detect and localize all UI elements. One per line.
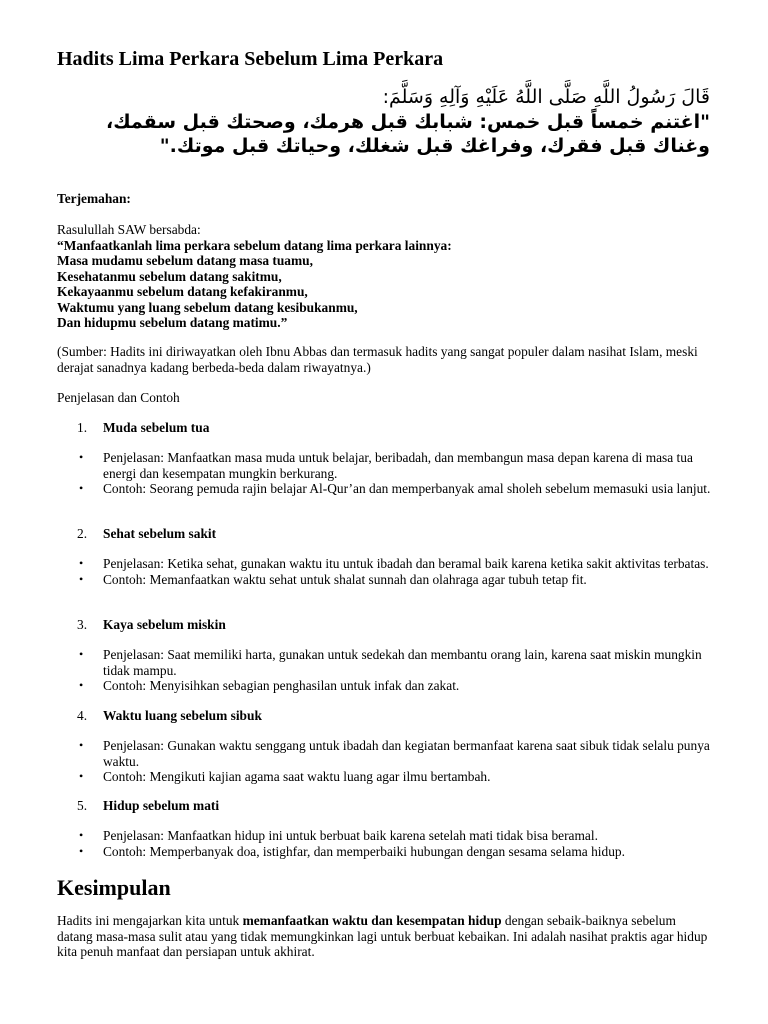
item-1-bullets [79,450,715,497]
item-number: 3. [77,617,88,632]
list-item [79,843,715,860]
conclusion-text-end: dengan sebaik-baiknya sebelum datang masa-masa sulit atau yang tidak memungkinkan lagi untuk berbuat kebaikan. Ini adalah nasihat praktis agar hidup kita penuh manfaat dan persiapan untuk akhirat. [57,913,708,959]
list-item [79,738,715,769]
document-title: Hadits Lima Perkara Sebelum Lima Perkara [57,48,444,70]
list-item [79,481,715,497]
bullet-icon: • [79,450,84,464]
item-number: 1. [77,420,88,435]
source-note: (Sumber: Hadits ini diriwayatkan oleh Ibnu Abbas dan termasuk hadits yang sangat populer dalam nasihat Islam, meski derajat sanadnya kadang berbeda-beda dalam riwayatnya.) [57,344,698,375]
item-number: 2. [77,526,88,541]
bullet-icon: • [79,843,84,858]
item-title: Kaya sebelum miskin [103,617,226,632]
list-item [79,556,715,572]
conclusion-paragraph [57,913,712,960]
list-item [79,678,715,694]
item-4-bullets [79,738,715,785]
item-2-bullets [79,556,715,587]
bullet-text: Penjelasan: Gunakan waktu senggang untuk ibadah dan kegiatan bermanfaat karena saat sibuk tidak selalu punya waktu. [103,738,710,769]
item-title: Waktu luang sebelum sibuk [103,708,262,723]
translation-line: Kekayaanmu sebelum datang kefakiranmu, [57,284,308,299]
bullet-text: Contoh: Memperbanyak doa, istighfar, dan memperbaiki hubungan dengan sesama selama hidup. [103,843,625,859]
bullet-text: Penjelasan: Manfaatkan hidup ini untuk berbuat baik karena setelah mati tidak bisa beramal. [103,828,598,843]
item-5-bullets [79,828,715,859]
arabic-intro: قَالَ رَسُولُ اللَّهِ صَلَّى اللَّهُ عَلَيْهِ وَآلِهِ وَسَلَّمَ: [382,86,710,108]
item-number: 5. [77,798,88,813]
translation-line: Masa mudamu sebelum datang masa tuamu, [57,253,313,268]
arabic-block [96,84,710,158]
conclusion-text-start: Hadits ini mengajarkan kita untuk [57,913,243,928]
bullet-text: Contoh: Mengikuti kajian agama saat waktu luang agar ilmu bertambah. [103,769,491,784]
item-3-bullets [79,647,715,694]
translation-block [57,222,717,331]
list-item [79,769,715,785]
numbered-item-5 [77,798,219,814]
bullet-text: Contoh: Seorang pemuda rajin belajar Al-Qur’an dan memperbanyak amal sholeh sebelum memasuki usia lanjut. [103,481,711,496]
bullet-icon: • [79,769,84,783]
numbered-item-3 [77,617,226,633]
bullet-icon: • [79,828,84,842]
translation-line: Waktumu yang luang sebelum datang kesibukanmu, [57,299,358,315]
translation-heading: Terjemahan: [57,191,131,206]
bullet-text: Penjelasan: Ketika sehat, gunakan waktu itu untuk ibadah dan beramal baik karena ketika sakit aktivitas terbatas. [103,556,709,571]
translation-line: Kesehatanmu sebelum datang sakitmu, [57,268,282,284]
list-item [79,571,715,588]
conclusion-text-emphasis: memanfaatkan waktu dan kesempatan hidup [242,913,502,928]
conclusion-heading: Kesimpulan [57,875,171,900]
translation-line: “Manfaatkanlah lima perkara sebelum datang lima perkara lainnya: [57,237,452,253]
list-item [79,647,715,678]
numbered-item-2 [77,526,216,542]
bullet-icon: • [79,647,84,661]
arabic-hadith: "اغتنم خمساً قبل خمس: شبابك قبل هرمك، وصحتك قبل سقمك، وغناك قبل فقرك، وفراغك قبل شغلك، وحياتك قبل موتك." [106,111,710,157]
bullet-icon: • [79,481,84,495]
list-item [79,828,715,844]
bullet-text: Contoh: Memanfaatkan waktu sehat untuk shalat sunnah dan olahraga agar tubuh tetap fit. [103,571,587,587]
bullet-icon: • [79,571,84,586]
list-item [79,450,715,481]
bullet-text: Penjelasan: Manfaatkan masa muda untuk belajar, beribadah, dan membangun masa depan karena di masa tua energi dan kesempatan mungkin berkurang. [103,450,693,481]
numbered-item-4 [77,708,262,724]
bullet-text: Penjelasan: Saat memiliki harta, gunakan untuk sedekah dan membantu orang lain, karena saat miskin mungkin tidak mampu. [103,647,702,678]
numbered-item-1 [77,420,209,436]
translation-intro: Rasulullah SAW bersabda: [57,222,201,237]
item-number: 4. [77,708,88,723]
bullet-icon: • [79,738,84,752]
bullet-icon: • [79,556,84,570]
item-title: Muda sebelum tua [103,420,210,435]
translation-line: Dan hidupmu sebelum datang matimu.” [57,315,288,330]
item-title: Sehat sebelum sakit [103,526,217,541]
item-title: Hidup sebelum mati [103,798,220,813]
bullet-icon: • [79,678,84,692]
bullet-text: Contoh: Menyisihkan sebagian penghasilan untuk infak dan zakat. [103,678,460,693]
explanation-heading: Penjelasan dan Contoh [57,390,180,405]
